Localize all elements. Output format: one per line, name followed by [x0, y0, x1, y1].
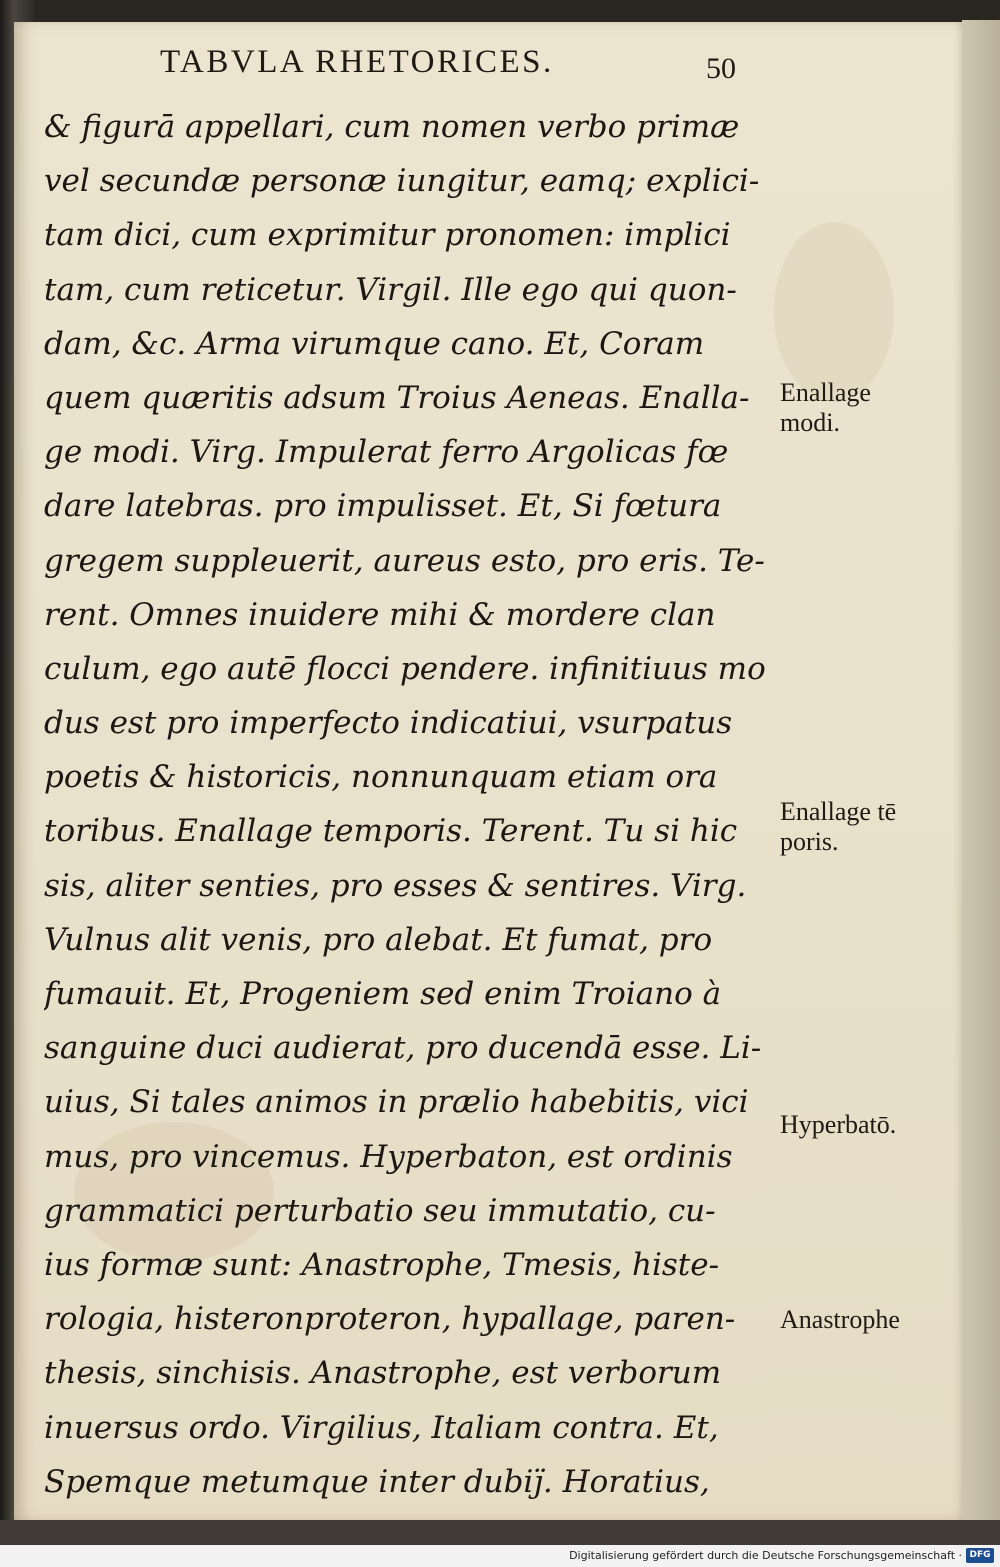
text-line: dus est pro imperfecto indicatiui, vsurpatus [44, 705, 733, 742]
marginal-note [780, 1305, 955, 1335]
text-line: Vulnus alit venis, pro alebat. Et fumat, pro [44, 921, 713, 958]
text-line: inuersus ordo. Virgilius, Italiam contra. Et, [44, 1409, 719, 1446]
body-text [44, 100, 774, 1563]
marginal-note-line: Enallage [780, 378, 871, 407]
page-bottom-edge [0, 1520, 1000, 1545]
marginal-note [780, 378, 955, 438]
text-line: Spemque metumque inter dubiȷ̈. Horatius, [44, 1463, 710, 1500]
marginal-note [780, 1110, 955, 1140]
page-edge [962, 20, 1000, 1530]
text-line: dare latebras. pro impulisset. Et, Si fœtura [44, 488, 722, 525]
marginal-note-line: modi. [780, 408, 840, 437]
marginal-note-line: Hyperbatō. [780, 1110, 897, 1139]
text-line: ge modi. Virg. Impulerat ferro Argolicas fœ [44, 434, 729, 471]
marginal-note-line: Enallage tē [780, 797, 897, 826]
marginal-note [780, 797, 955, 857]
text-line: ius formæ sunt: Anastrophe, Tmesis, histe- [44, 1246, 720, 1283]
text-line: fumauit. Et, Progeniem sed enim Troiano à [44, 976, 722, 1012]
running-title: TABVLA RHETORICES. [160, 44, 554, 80]
text-line: vel secundæ personæ iungitur, eamq; explici- [44, 163, 760, 200]
page-number: 50 [706, 52, 736, 85]
text-line: & figurā appellari, cum nomen verbo primæ [44, 109, 740, 145]
marginal-note-line: poris. [780, 827, 839, 856]
text-line: mus, pro vincemus. Hyperbaton, est ordinis [44, 1138, 733, 1175]
text-line: toribus. Enallage temporis. Terent. Tu si hic [44, 813, 738, 850]
text-line: uius, Si tales animos in prælio habebitis, vici [44, 1084, 749, 1121]
text-line: thesis, sinchisis. Anastrophe, est verborum [44, 1355, 722, 1392]
text-line: poetis & historicis, nonnunquam etiam ora [44, 759, 718, 796]
marginal-note-line: Anastrophe [780, 1305, 900, 1334]
text-line: gregem suppleuerit, aureus esto, pro eris. Te- [44, 542, 765, 579]
text-line: tam, cum reticetur. Virgil. Ille ego qui quon- [44, 271, 737, 308]
text-line: quem quæritis adsum Troius Aeneas. Enalla- [44, 379, 750, 416]
text-line: rent. Omnes inuidere mihi & mordere clan [44, 596, 716, 633]
text-line: dam, &c. Arma virumque cano. Et, Coram [44, 325, 705, 362]
text-line: grammatici perturbatio seu immutatio, cu- [44, 1192, 716, 1229]
text-line: sanguine duci audierat, pro ducendā esse. Li- [44, 1030, 762, 1067]
text-line: tam dici, cum exprimitur pronomen: implici [44, 217, 731, 254]
text-line: sis, aliter senties, pro esses & sentires. Virg. [44, 867, 747, 904]
funding-credit: Digitalisierung gefördert durch die Deutsche Forschungsgemeinschaft · [569, 1549, 962, 1562]
text-line: culum, ego autē flocci pendere. infinitiuus mo [44, 650, 766, 687]
text-line: rologia, histeronproteron, hypallage, paren- [44, 1301, 736, 1338]
dfg-logo: DFG [966, 1548, 994, 1563]
